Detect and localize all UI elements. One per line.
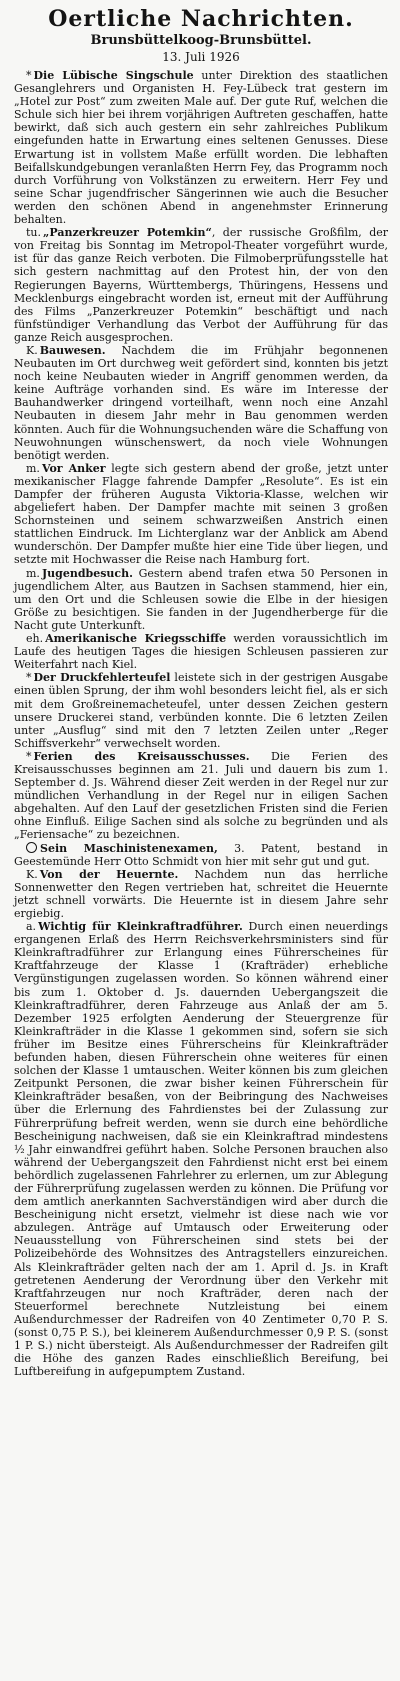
article-maschinistenexamen <box>14 842 388 868</box>
article-headline: Bauwesen. <box>39 343 106 357</box>
article-body: leistete sich in der gestrigen Ausgabe einen üblen Sprung, der ihm wohl besonders leicht fiel, als er sich mit dem Großreinemacheteufel, unter dessen Zeichen gestern unsere Druckerei stand, verbünden konnte. Die 6 letzten Zeilen unter „Ausflug“ sind mit den 7 letzten Zeilen unter „Reger Schiffsverkehr“ verwechselt worden. <box>14 671 388 750</box>
article-marker: K. <box>26 343 38 357</box>
article-body: Nachdem die im Frühjahr begonnenen Neubauten im Ort durchweg weit gefördert sind, konnten bis jetzt noch keine Neubauten wieder in Angriff genommen werden, da keine Aufträge vorhanden sind. Es wäre im Interesse der Bauhandwerker dringend vorteilhaft, wenn noch eine Anzahl Neubauten in diesem Jahr mehr in Bau genommen werden könnten. Auch für die Wohnungsuchenden wäre die Schaffung von Neuwohnungen wünschenswert, da noch viele Wohnungen benötigt werden. <box>14 343 388 462</box>
article-headline: Die Lübische Singschule <box>33 69 194 82</box>
article-marker: eh. <box>26 632 44 646</box>
article-body: , der russische Großfilm, der von Freitag bis Sonntag im Metropol-Theater vorgeführt wurde, ist für das ganze Reich verboten. Die Filmoberprüfungsstelle hat sich gestern nachmittag auf den Protest hin, der von den Regierungen Bayerns, Württembergs, Thüringens, Hessens und Mecklenburgs eingebracht worden ist, erneut mit der Aufführung des Films „Panzerkreuzer Potemkin“ beschäftigt und nach fünfstündiger Verhandlung das Verbot der Aufführung für das ganze Reich ausgesprochen. <box>14 226 388 344</box>
section-title: Oertliche Nachrichten. <box>48 6 354 32</box>
article-marker: m. <box>26 566 40 580</box>
article-heuernte <box>14 868 388 920</box>
article-marker: * <box>26 749 32 763</box>
circle-bullet-icon <box>26 842 37 853</box>
article-body: Durch einen neuerdings ergangenen Erlaß des Herrn Reichsverkehrsministers sind für Kleinkraftradführer zur Erlangung eines Führerscheines für Kraftfahrzeuge der Klasse 1 (Krafträder) erhebliche Vergünstigungen zugelassen worden. So können während einer bis zum 1. Oktober d. Js. dauernden Uebergangszeit die Kleinkraftradführer, deren Fahrzeuge aus Anlaß der am 5. Dezember 1925 erfolgten Aenderung der Steuergrenze für Kleinkrafträder in die Klasse 1 gekommen sind, sofern sie sich früher im Besitze eines Führerscheins für Kleinkrafträder befunden haben, diesen Führerschein ohne weiteres für einen solchen der Klasse 1 umtauschen. Weiter können bis zum gleichen Zeitpunkt Personen, die zwar bisher keinen Führerschein für Kleinkrafträder besaßen, von der Beibringung des Nachweises über die Erlernung des Fahrdienstes bei der Zulassung zur Führerprüfung befreit werden, wenn sie durch eine behördliche Bescheinigung nachweisen, daß sie ein Kleinkraftrad mindestens ½ Jahr einwandfrei geführt haben. Solche Personen brauchen also während der Uebergangszeit den Fahrdienst nicht erst bei einem behördlich zugelassenen Fahrlehrer zu erlernen, um zur Ablegung der Führerprüfung zugelassen werden zu können. Die Prüfung vor dem amtlich anerkannten Sachverständigen wird aber durch die Bescheinigung nicht ersetzt, vielmehr ist diese nach wie vor abzulegen. Anträge auf Umtausch oder Erweiterung oder Neuausstellung von Führerscheinen sind stets bei der Polizeibehörde des Wohnsitzes des Antragstellers einzureichen. Als Kleinkrafträder gelten nach der am 1. April d. Js. in Kraft getretenen Aenderung der Verordnung über den Verkehr mit Kraftfahrzeugen nur noch Krafträder, deren nach der Steuerformel berechnete Nutzleistung bei einem Außendurchmesser der Radreifen von 40 Zentimeter 0,70 P. S. (sonst 0,75 P. S.), bei kleinerem Außendurchmesser 0,9 P. S. (sonst 1 P. S.) nicht übersteigt. Als Außendurchmesser der Radreifen gilt die Höhe des ganzen Rades einschließlich Bereifung, bei Luftbereifung in aufgepumptem Zustand. <box>14 920 388 1379</box>
article-body: Gestern abend trafen etwa 50 Personen in jugendlichem Alter, aus Bautzen in Sachsen stammend, hier ein, um den Ort und die Schleusen sowie die Elbe in der hiesigen Größe zu besichtigen. Sie fanden in der Jugendherberge für die Nacht gute Unterkunft. <box>14 566 388 632</box>
article-headline: Vor Anker <box>41 461 106 475</box>
article-kreisausschuss-ferien <box>14 750 388 842</box>
article-potemkin <box>14 226 388 344</box>
article-body: unter Direktion des staatlichen Gesanglehrers und Organisten H. Fey-Lübeck trat gestern im „Hotel zur Post“ zum zweiten Male auf. Der gute Ruf, welchen die Schule sich hier bei ihrem vorjährigen Auftreten geschaffen, hatte bewirkt, daß sich auch gestern ein sehr zahlreiches Publikum eingefunden hatte in Erwartung eines seltenen Genusses. Diese Erwartung ist in vollstem Maße erfüllt worden. Die lebhaften Beifallskundgebungen veranlaßten Herrn Fey, das Programm noch durch Vorführung von Volkstänzen zu erweitern. Herr Fey und seine Schar jugendfrischer Sängerinnen wie auch die Besucher werden den schönen Abend in angenehmster Erinnerung behalten. <box>14 69 388 227</box>
article-kleinkraftrad <box>14 920 388 1378</box>
article-body: 3. Patent, bestand in Geestemünde Herr Otto Schmidt von hier mit sehr gut und gut. <box>14 841 388 868</box>
issue-date: 13. Juli 1926 <box>162 50 240 64</box>
article-marker: a. <box>26 920 37 934</box>
article-headline: Der Druckfehlerteufel <box>33 671 171 685</box>
masthead <box>14 6 388 65</box>
article-marker: * <box>26 671 32 685</box>
article-headline: „Panzerkreuzer Potemkin“ <box>43 226 212 240</box>
article-singschule <box>14 69 388 226</box>
article-headline: Ferien des Kreisausschusses. <box>33 749 250 763</box>
article-headline: Wichtig für Kleinkraftradführer. <box>38 920 243 934</box>
article-vor-anker <box>14 462 388 567</box>
article-druckfehlerteufel <box>14 671 388 750</box>
locality-subtitle: Brunsbüttelkoog-Brunsbüttel. <box>90 33 312 48</box>
article-body: Nachdem nun das herrliche Sonnenwetter den Regen vertrieben hat, schreitet die Heuernte jetzt schnell vorwärts. Die Heuernte ist in diesem Jahre sehr ergiebig. <box>14 867 389 920</box>
article-body: werden voraussichtlich im Laufe des heutigen Tages die hiesigen Schleusen passieren zur Weiterfahrt nach Kiel. <box>14 632 388 672</box>
article-jugendbesuch <box>14 567 388 632</box>
article-headline: Amerikanische Kriegsschiffe <box>45 632 227 646</box>
article-body: Die Ferien des Kreisausschusses beginnen am 21. Juli und dauern bis zum 1. September d. Js. Während dieser Zeit werden in der Regel nur zur mündlichen Verhandlung in der Regel nur in eiligen Sachen abgehalten. Auf den Lauf der gesetzlichen Fristen sind die Ferien ohne Einfluß. Eilige Sachen sind als solche zu begründen und als „Feriensache“ zu bezeichnen. <box>14 749 388 842</box>
article-bauwesen <box>14 344 388 462</box>
article-headline: Sein Maschinistenexamen, <box>40 841 218 855</box>
article-marker: m. <box>26 461 40 475</box>
article-kriegsschiffe <box>14 632 388 671</box>
article-marker: * <box>26 69 32 82</box>
article-marker: K. <box>26 867 38 881</box>
article-body: legte sich gestern abend der große, jetzt unter mexikanischer Flagge fahrende Dampfer „Resolute“. Es ist ein Dampfer der früheren Augusta Viktoria-Klasse, welchen wir abgeliefert haben. Der Dampfer machte mit seinen 3 großen Schornsteinen und seinem schwarzweißen Anstrich einen stattlichen Eindruck. Im Lichterglanz war der Anblick am Abend wunderschön. Der Dampfer mußte hier eine Tide über liegen, und setzte mit Hochwasser die Reise nach Hamburg fort. <box>14 461 388 567</box>
article-headline: Von der Heuernte. <box>39 867 179 881</box>
article-headline: Jugendbesuch. <box>41 566 133 580</box>
article-marker: tu. <box>26 226 42 240</box>
